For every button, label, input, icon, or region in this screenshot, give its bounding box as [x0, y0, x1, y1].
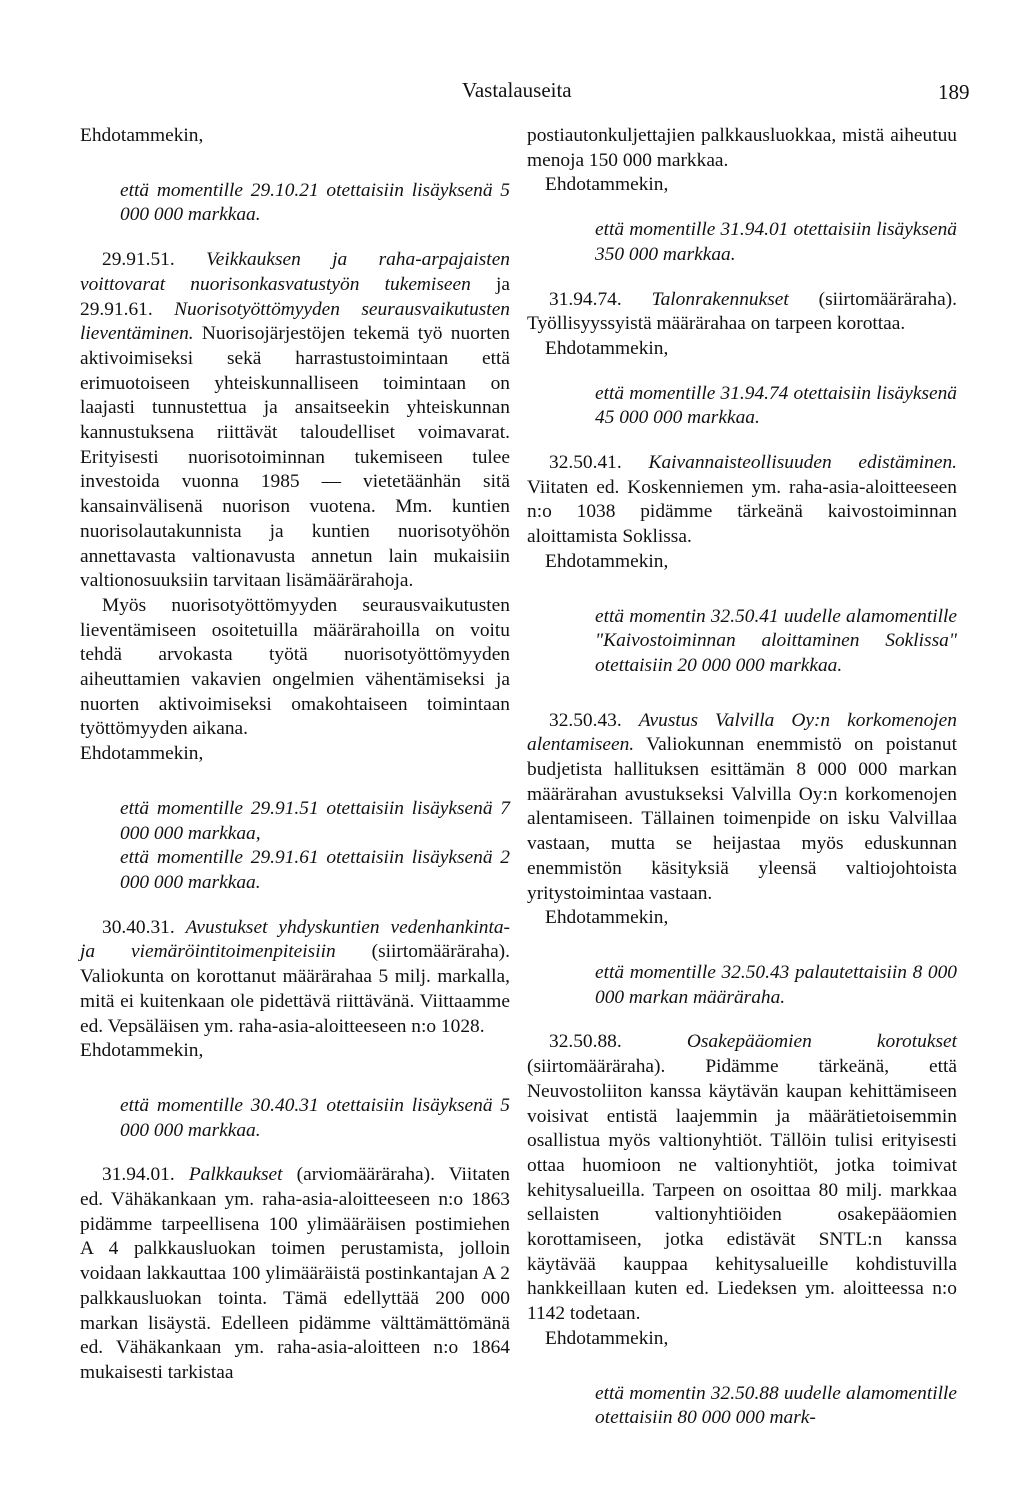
right-column: [527, 124, 957, 1431]
paragraph: [80, 1163, 510, 1385]
salutation: Ehdotammekin,: [80, 1040, 204, 1062]
left-column: [80, 124, 510, 1386]
item-title: Nuorisotyöttömyyden seurausvaikutusten lieventäminen.: [80, 298, 510, 345]
motion: että momentille 31.94.01 otettaisiin lisäyksenä 350 000 markkaa.: [595, 219, 957, 265]
paragraph-text: (siirtomääräraha). Työllisyyssyistä määrärahaa on tarpeen korottaa.: [527, 288, 957, 335]
running-title: Vastalauseita: [462, 78, 572, 102]
paragraph: [527, 709, 957, 907]
motion: että momentille 29.91.51 otettaisiin lisäyksenä 7 000 000 markkaa,: [120, 797, 510, 844]
paragraph-text: Viitaten ed. Koskenniemen ym. raha-asia-aloitteeseen n:o 1038 pidämme tärkeänä kaivostoiminnan aloittamista Soklissa.: [527, 476, 957, 548]
paragraph: postiautonkuljettajien palkkausluokkaa, mistä aiheutuu menoja 150 000 markkaa.: [527, 125, 957, 171]
page-header: [0, 78, 1024, 108]
motion: että momentille 29.91.61 otettaisiin lisäyksenä 2 000 000 markkaa.: [120, 847, 510, 893]
salutation: Ehdotammekin,: [545, 337, 669, 359]
item-title: Avustukset yhdyskuntien vedenhankinta- ja viemäröintitoimenpiteisiin: [80, 916, 510, 963]
item-title: Osakepääomien korotukset: [686, 1031, 957, 1053]
item-title: Talonrakennukset: [651, 288, 789, 310]
budget-code: 32.50.41.: [549, 452, 622, 474]
paragraph-text: Valiokunnan enemmistö on poistanut budjetista hallituksen esittämän 8 000 000 markan määrärahan avustukseksi Valvilla Oy:n korkomenojen alentamiseen. Tällainen toimenpide on isku Valvillaa vastaan, mutta se heijastaa myös eduskunnan enemmistön käsityksiä yleensä valtiojohtoista yritystoimintaa vastaan.: [527, 734, 957, 904]
motion: että momentille 29.10.21 otettaisiin lisäyksenä 5 000 000 markkaa.: [120, 179, 510, 226]
paragraph-text: Nuorisojärjestöjen tekemä työ nuorten aktivoimiseksi sekä harrastustoimintaan että erimuotoiseen yhteiskunnalliseen toimintaan on laajasti tunnustettua ja ansaitseekin yhteiskunnan kannustuksena riittävät taloudelliset voimavarat. Erityisesti nuorisotoiminnan tukemiseen tulee investoida vuonna 1985 — vietetäänhän sitä kansainvälisenä nuorison vuotena. Mm. kuntien nuorisolautakunnista ja kuntien nuorisotyöhön annettavasta valtionavusta annetun lain mukaisiin valtionosuuksiin tarvitaan lisämäärärahoja.: [80, 323, 510, 592]
item-title: Avustus Valvilla Oy:n korkomenojen alentamiseen.: [527, 709, 957, 756]
motion: että momentille 30.40.31 otettaisiin lisäyksenä 5 000 000 markkaa.: [120, 1094, 510, 1141]
paragraph: [527, 1030, 957, 1326]
budget-code: 32.50.88.: [549, 1031, 622, 1053]
salutation: Ehdotammekin,: [545, 174, 669, 196]
salutation: Ehdotammekin,: [545, 1327, 669, 1349]
paragraph-text: (siirtomääräraha). Valiokunta on korottanut määrärahaa 5 milj. markalla, mitä ei kuitenkaan ole pidettävä riittävänä. Viittaamme ed. Vepsäläisen ym. raha-asia-aloitteeseen n:o 1028.: [80, 941, 510, 1037]
item-title: Veikkauksen ja raha-arpajaisten voittovarat nuorisonkasvatustyön tukemiseen: [80, 249, 510, 295]
budget-code: 29.91.51.: [102, 249, 175, 271]
item-title: Kaivannaisteollisuuden edistäminen.: [648, 452, 957, 474]
salutation: Ehdotammekin,: [80, 743, 204, 765]
paragraph: [527, 451, 957, 550]
motion: että momentin 32.50.88 uudelle alamomentille otettaisiin 80 000 000 mark-: [595, 1382, 957, 1429]
paragraph-text: (arviomääräraha). Viitaten ed. Vähäkankaan ym. raha-asia-aloitteeseen n:o 1863 pidämme tarpeellisena 100 ylimääräisen postimiehen A 4 palkkausluokan toimen perustamista, jolloin voidaan lakkauttaa 100 ylimääräistä postinkantajan A 2 palkkausluokan tointa. Tämä edellyttää 200 000 markan lisäystä. Edelleen pidämme välttämättömänä ed. Vähäkankaan ym. raha-asia-aloitteen n:o 1864 mukaisesti tarkistaa: [80, 1164, 510, 1383]
budget-code: 30.40.31.: [102, 916, 175, 938]
budget-code: 31.94.01.: [102, 1164, 175, 1186]
item-title: Palkkaukset: [188, 1164, 283, 1186]
motion: että momentin 32.50.41 uudelle alamomentille "Kaivostoiminnan aloittaminen Soklissa" otettaisiin 20 000 000 markkaa.: [595, 605, 957, 676]
paragraph-text: ja 29.91.61.: [80, 273, 510, 320]
salutation: Ehdotammekin,: [545, 550, 669, 572]
salutation: Ehdotammekin,: [80, 125, 204, 146]
budget-code: 31.94.74.: [549, 288, 622, 310]
motion: että momentille 31.94.74 otettaisiin lisäyksenä 45 000 000 markkaa.: [595, 382, 957, 429]
paragraph: [527, 288, 957, 337]
paragraph: [80, 248, 510, 594]
motion: että momentille 32.50.43 palautettaisiin 8 000 000 markan määräraha.: [595, 961, 957, 1008]
page-number: 189: [938, 80, 970, 104]
paragraph: Myös nuorisotyöttömyyden seurausvaikutusten lieventämiseen osoitetuilla määrärahoilla on voitu tehdä arvokasta työtä nuorisotyöttömyyden aiheuttamien vakavien ongelmien vähentämiseksi ja nuorten aktivoimiseksi omakohtaiseen toimintaan työttömyyden aikana.: [80, 594, 510, 740]
paragraph: [80, 916, 510, 1040]
paragraph-text: (siirtomääräraha). Pidämme tärkeänä, että Neuvostoliiton kanssa käytävän kaupan kehittämiseen voisivat entistä laajemmin ja määrätietoisemmin osallistua myös valtionyhtiöt. Tällöin tulisi erityisesti ottaa huomioon ne valtionyhtiöt, jotka toimivat kehitysalueilla. Tarpeen on osoittaa 80 milj. markkaa sellaisten valtionyhtiöiden osakepääomien korottamiseen, jotka edistävät SNTL:n kanssa käytävää kauppaa kehitysalueille kohdistuvilla hankkeillaan kuten ed. Liedeksen ym. aloitteessa n:o 1142 todetaan.: [527, 1056, 957, 1325]
budget-code: 32.50.43.: [549, 709, 622, 731]
salutation: Ehdotammekin,: [545, 907, 669, 929]
